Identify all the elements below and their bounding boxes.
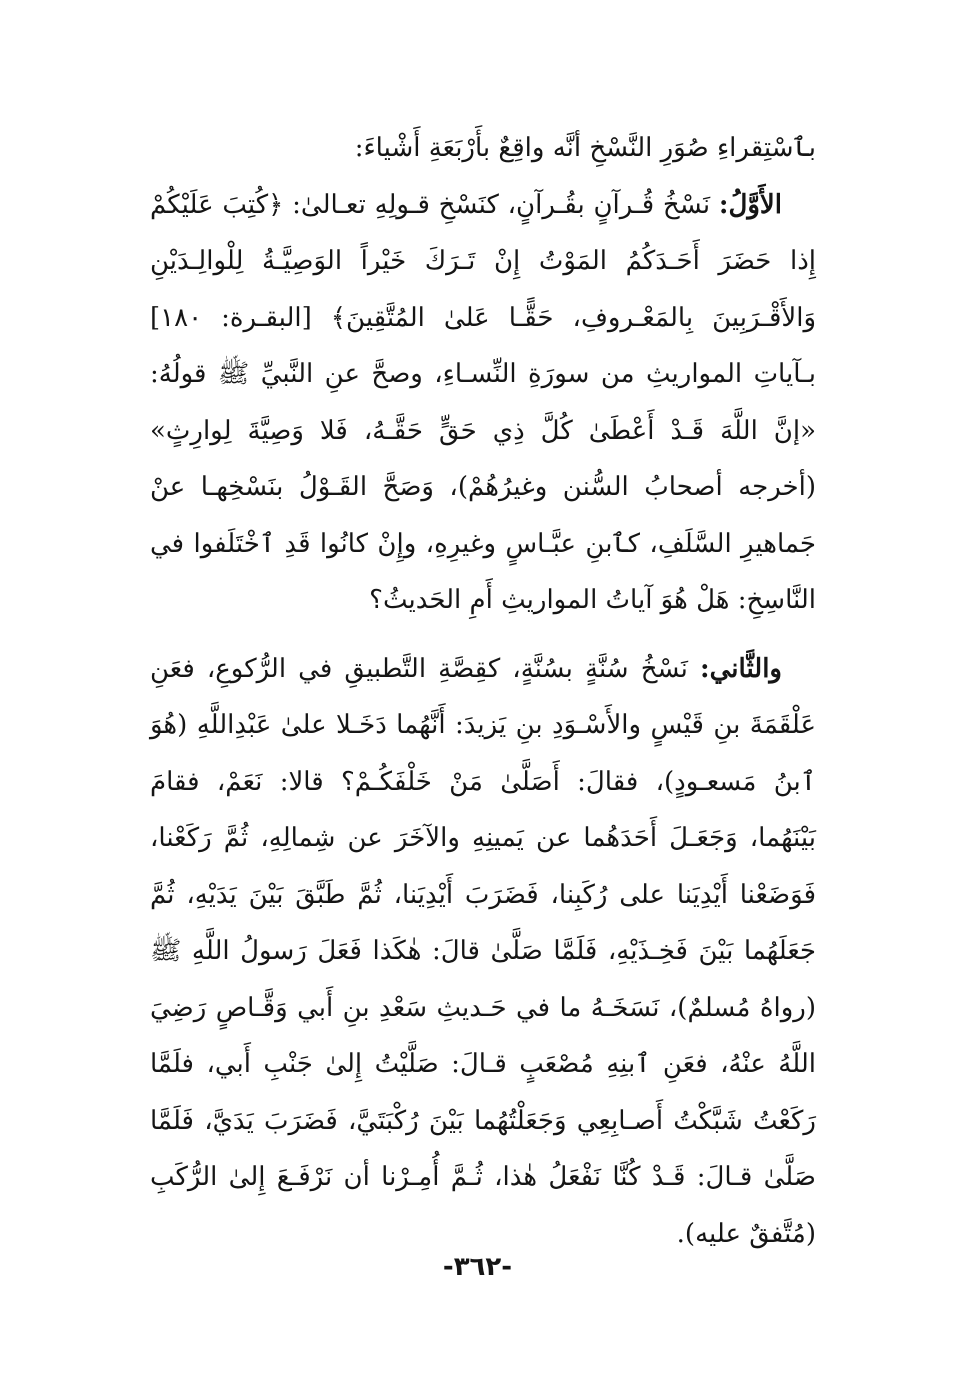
paragraph-first — [150, 177, 816, 629]
intro-line — [150, 120, 816, 177]
intro-line-text: بٱسْتِقراءِ صُوَرِ النَّسْخِ أنَّه واقِعٌ بأَرْبَعَةِ أَشْياءَ: — [354, 133, 816, 163]
page-number: -٣٦٢- — [442, 1252, 513, 1282]
body-text — [150, 120, 816, 1262]
paragraph-first-body: نَسْخُ قُـرآنٍ بقُـرآنٍ، كنَسْخِ قـولِهِ تعـالىٰ: ﴿كُتِبَ عَلَيْكُمْ إِذا حَضَرَ أَحَـدَكُمُ المَوْتُ إِنْ تَـرَكَ خَيْراً الوَصِيَّـةُ لِلْوالِـدَيْنِ وَالأَقْـرَبِينَ بِالمَعْـروفِ، حَقًّـا عَلىٰ المُتَّقِينَ﴾ [البقـرة: ١٨٠] بـآياتِ المواريثِ من سورَةِ النِّسـاءِ، وصحَّ عنِ النَّبيِّ ﷺ قولُهُ: «إنَّ اللَّهَ قَـدْ أَعْطَىٰ كُلَّ ذِي حَقٍّ حَقَّـهُ، فَلا وَصِيَّةَ لِوارِثٍ» (أخرجه أصحابُ السُّنن وغيرُهُمْ)، وَصَحَّ القَـوْلُ بنَسْخِهـا عنْ جَماهيرِ السَّلَفِ، كٱبنِ عبَّـاسٍ وغيرِهِ، وإِنْ كانُوا قَدِ ٱخْتَلَفوا في النَّاسِخِ: هَلْ هُوَ آياتُ المواريثِ أَمِ الحَديثُ؟ — [150, 189, 816, 615]
paragraph-second-body: نَسْخُ سُنَّةٍ بسُنَّةٍ، كقِصَّةِ التَّطبيقِ في الرُّكوعِ، فعَنِ عَلْقَمَةَ بنِ قَيْسٍ والأَسْـوَدِ بنِ يَزيدَ: أَنَّهُما دَخَـلا علىٰ عَبْدِاللَّهِ (هُوَ ٱبنُ مَسعـودٍ)، فقالَ: أَصَلَّىٰ مَنْ خَلْفَكُـمْ؟ قالا: نَعَمْ، فقامَ بَيْنَهُما، وَجَعَـلَ أَحَدَهُما عن يَمينِهِ والآخَرَ عن شِمالِهِ، ثُمَّ رَكَعْنا، فَوَضَعْنا أَيْدِيَنا على رُكَبِنا، فَضَرَبَ أَيْدِيَنا، ثُمَّ طَبَّقَ بَيْنَ يَدَيْهِ، ثُمَّ جَعَلَهُما بَيْنَ فَخِـذَيْهِ، فَلَمَّا صَلَّىٰ قالَ: هٰكَذا فَعَلَ رَسولُ اللَّهِ ﷺ (رواهُ مُسلمٌ)، نَسَخَـهُ ما في حَـديثِ سَعْدِ بنِ أَبي وَقَّـاصٍ رَضِيَ اللَّهُ عنْهُ، فعَنِ ٱبنِهِ مُصْعَبٍ قـالَ: صَلَّيْتُ إِلىٰ جَنْبِ أَبي، فلَمَّا رَكَعْتُ شَبَّكْتُ أَصـابِعِي وَجَعَلْتُهُما بَيْنَ رُكْبَتَيَّ، فَضَرَبَ يَدَيَّ، فَلَمَّا صَلَّىٰ قـالَ: قَـدْ كُنَّا نَفْعَلُ هٰذا، ثُـمَّ أُمِـرْنا أن نَرْفَـعَ إِلىٰ الرُّكَبِ (مُتَّفقٌ عليه). — [150, 653, 816, 1249]
paragraph-first-lead: الأَوَّلُ: — [718, 189, 782, 220]
paragraph-second-lead: والثَّاني: — [700, 653, 782, 684]
paragraph-second — [150, 641, 816, 1263]
